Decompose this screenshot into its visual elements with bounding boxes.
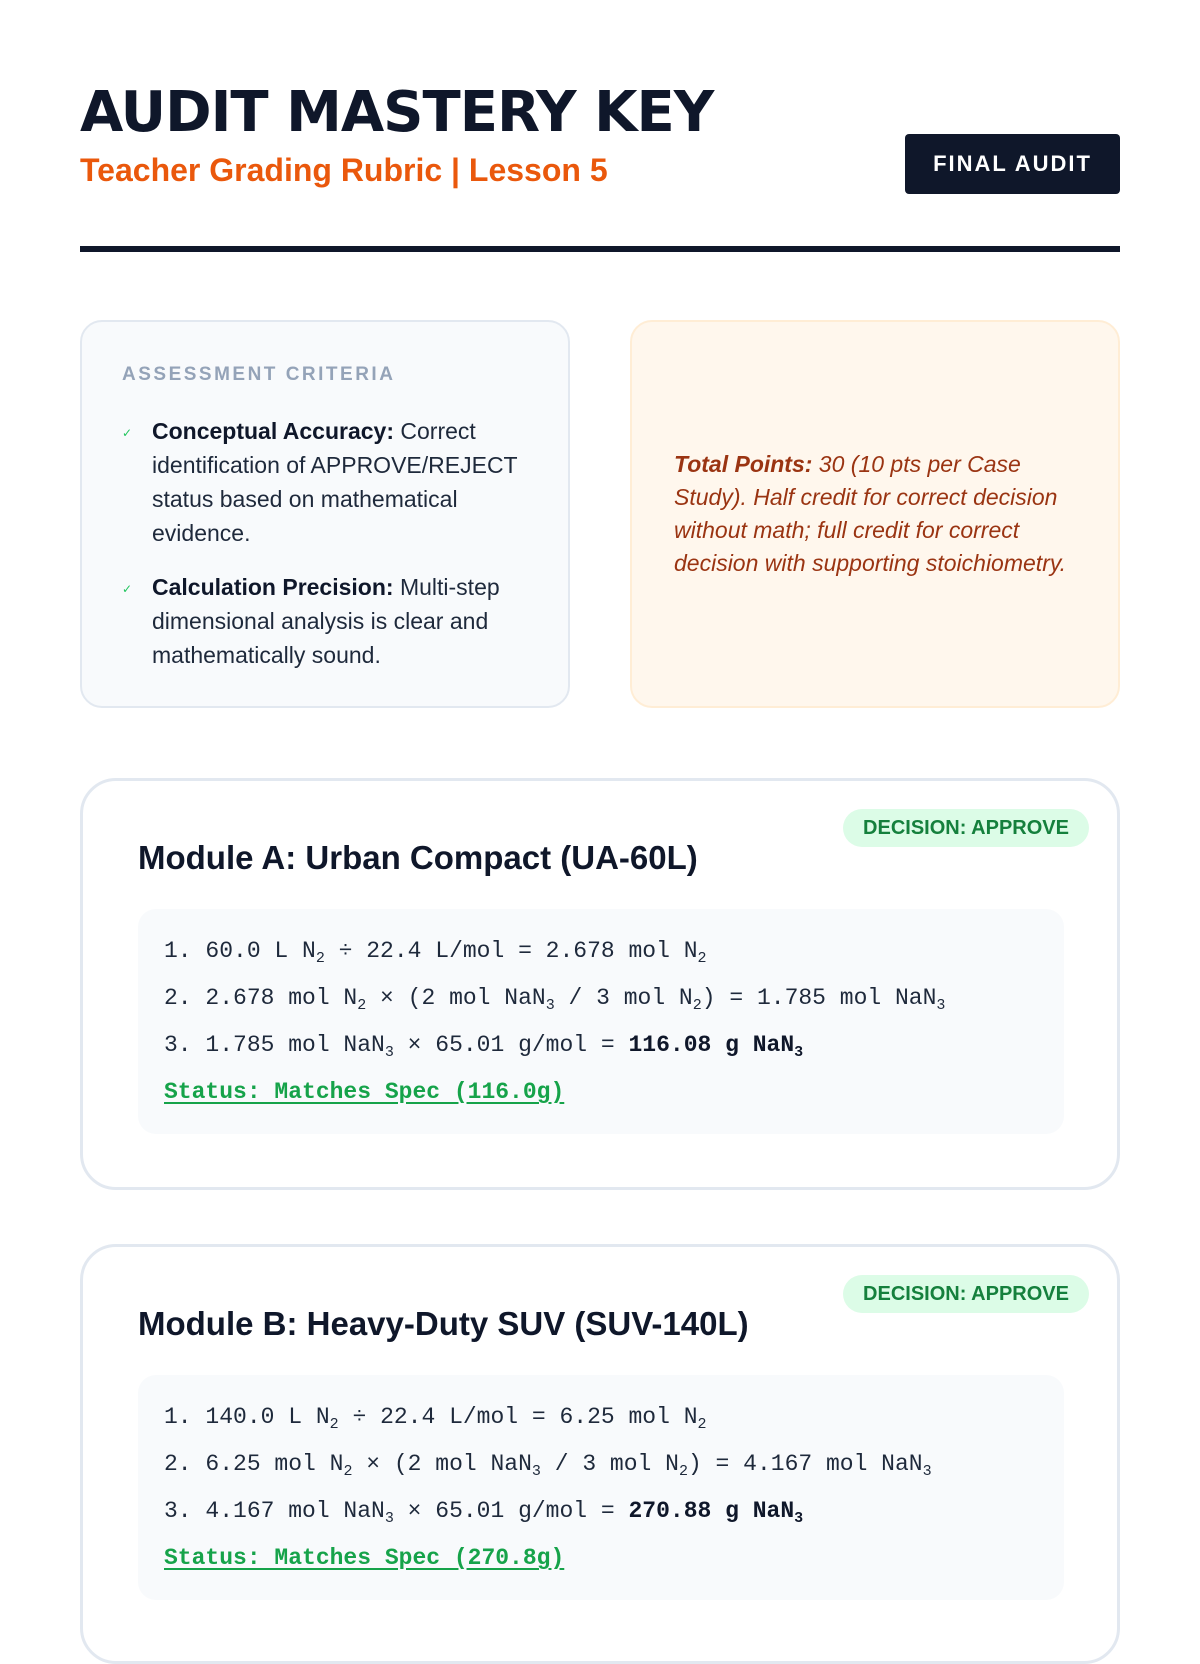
status-line [164,1538,1038,1585]
final-audit-badge: FINAL AUDIT [905,134,1120,194]
criteria-body: Multi-step dimensional analysis is clear and mathematically sound. [152,574,500,668]
points-bold: Total Points: [674,451,813,477]
check-icon: ✓ [122,582,133,596]
module-card-a [80,778,1120,1190]
page-title: AUDIT MASTERY KEY [80,80,714,145]
criteria-item [122,414,528,550]
status-line [164,1072,1038,1119]
module-title: Module A: Urban Compact (UA-60L) [138,839,698,876]
check-icon: ✓ [122,426,133,440]
criteria-item [122,570,528,672]
criteria-label: ASSESSMENT CRITERIA [122,364,396,385]
calc-result: 116.08 g NaN$_3$ [628,1032,804,1061]
criteria-bold: Calculation Precision: [152,574,394,600]
criteria-bold: Conceptual Accuracy: [152,418,394,444]
calc-step-1: 1. 60.0 L $N_2 \div 22.4$ L/mol = 2.678 mol $N_2$ [164,938,707,967]
calc-step-1: 1. 140.0 L $N_2 \div 22.4$ L/mol = 6.25 mol $N_2$ [164,1404,707,1433]
calc-result: 270.88 g NaN$_3$ [628,1498,804,1527]
status-text: Status: Matches Spec (116.0g) [164,1079,565,1105]
decision-badge: DECISION: APPROVE [843,1275,1089,1313]
criteria-text [152,570,528,672]
calc-step-3: 3. 1.785 mol NaN$_3$ × 65.01 g/mol = 116.08 g NaN$_3$ [164,1032,804,1061]
header-divider [80,246,1120,252]
module-card-b [80,1244,1120,1664]
calculation-block [138,909,1064,1134]
page-subtitle: Teacher Grading Rubric | Lesson 5 [80,152,608,188]
criteria-text [152,414,528,550]
criteria-body: Correct identification of APPROVE/REJECT status based on mathematical evidence. [152,418,518,546]
calc-step-2: 2. 2.678 mol $N_2 \times (2$ mol NaN$_3$ / 3 mol $N_2) = 1.785$ mol NaN$_3$ [164,985,946,1014]
decision-badge: DECISION: APPROVE [843,809,1089,847]
calc-step-2: 2. 6.25 mol $N_2 \times (2$ mol NaN$_3$ / 3 mol $N_2) = 4.167$ mol NaN$_3$ [164,1451,932,1480]
assessment-criteria-card [80,320,570,708]
module-title: Module B: Heavy-Duty SUV (SUV-140L) [138,1305,749,1342]
total-points-card [630,320,1120,708]
calculation-block [138,1375,1064,1600]
calc-step-3: 3. 4.167 mol NaN$_3$ × 65.01 g/mol = 270.88 g NaN$_3$ [164,1498,804,1527]
points-body: 30 (10 pts per Case Study). Half credit for correct decision without math; full credit for correct decision with supporting stoichiometry. [674,451,1067,576]
points-text [674,448,1078,580]
header [80,78,1120,238]
status-text: Status: Matches Spec (270.8g) [164,1545,565,1571]
